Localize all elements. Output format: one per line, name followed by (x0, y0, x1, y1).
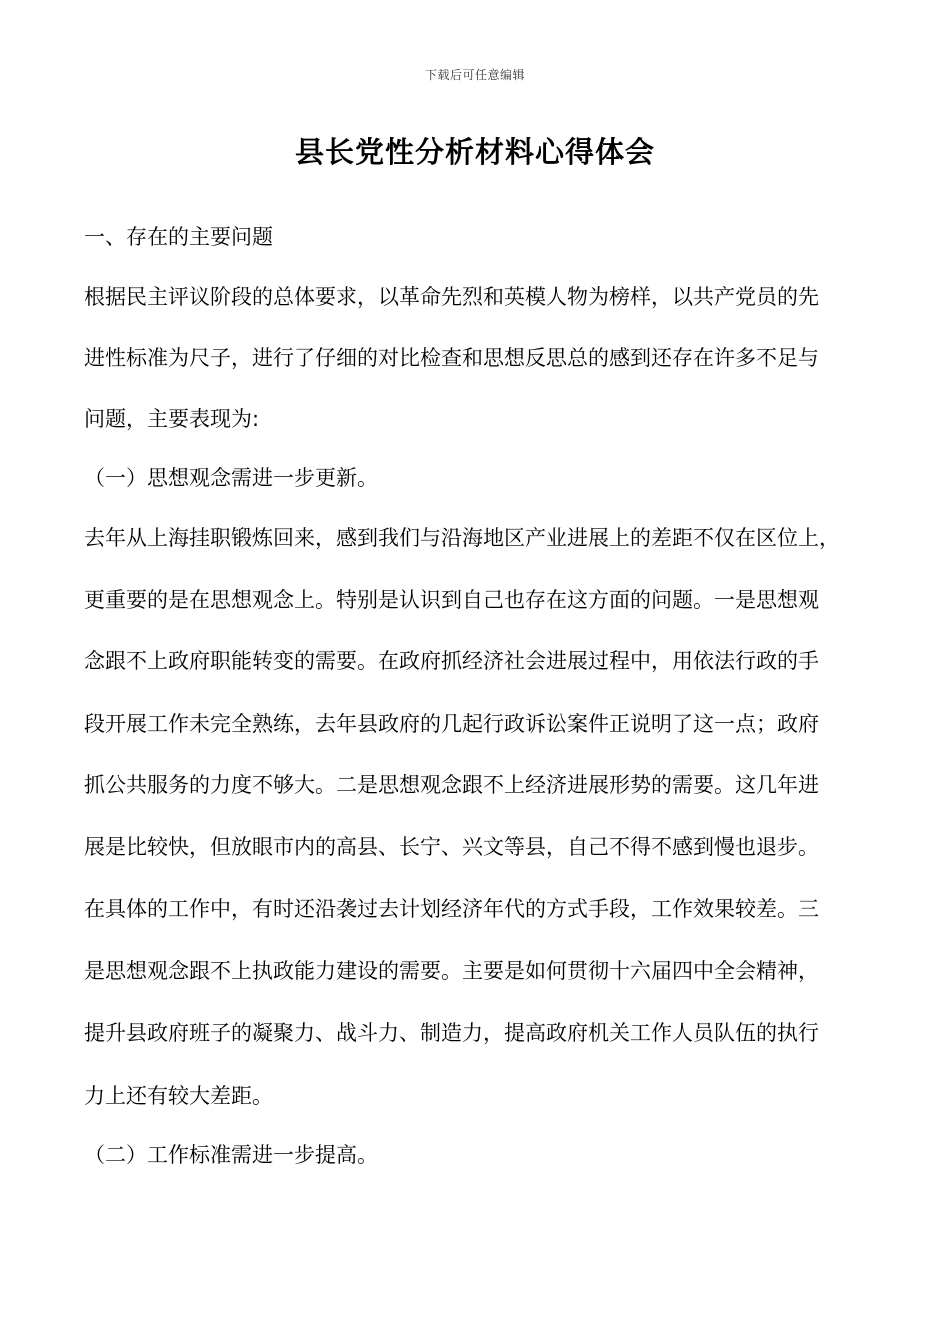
section-heading: 一、存在的主要问题 (84, 225, 273, 249)
paragraph-line: 问题，主要表现为: (84, 407, 260, 431)
paragraph-line: 更重要的是在思想观念上。特别是认识到自己也存在这方面的问题。一是思想观 (84, 588, 819, 612)
subsection-heading: （一）思想观念需进一步更新。 (84, 466, 378, 490)
paragraph-line: 念跟不上政府职能转变的需要。在政府抓经济社会进展过程中，用依法行政的手 (84, 649, 819, 673)
paragraph-line: 是思想观念跟不上执政能力建设的需要。主要是如何贯彻十六届四中全会精神， (84, 959, 819, 983)
subsection-heading: （二）工作标准需进一步提高。 (84, 1143, 378, 1167)
paragraph-line: 提升县政府班子的凝聚力、战斗力、制造力，提高政府机关工作人员队伍的执行 (84, 1021, 819, 1045)
paragraph-line: 力上还有较大差距。 (84, 1084, 273, 1108)
paragraph-line: 进性标准为尺子，进行了仔细的对比检查和思想反思总的感到还存在许多不足与 (84, 346, 819, 370)
paragraph-line: 抓公共服务的力度不够大。二是思想观念跟不上经济进展形势的需要。这几年进 (84, 773, 819, 797)
paragraph-line: 段开展工作未完全熟练，去年县政府的几起行政诉讼案件正说明了这一点；政府 (84, 712, 819, 736)
paragraph-line: 根据民主评议阶段的总体要求，以革命先烈和英模人物为榜样，以共产党员的先 (84, 285, 819, 309)
header-note: 下载后可任意编辑 (424, 68, 525, 82)
paragraph-line: 去年从上海挂职锻炼回来，感到我们与沿海地区产业进展上的差距不仅在区位上， (84, 526, 840, 550)
paragraph-line: 展是比较快，但放眼市内的高县、长宁、兴文等县，自己不得不感到慢也退步。 (84, 835, 819, 859)
paragraph-line: 在具体的工作中，有时还沿袭过去计划经济年代的方式手段，工作效果较差。三 (84, 897, 819, 921)
document-title: 县长党性分析材料心得体会 (294, 135, 655, 169)
